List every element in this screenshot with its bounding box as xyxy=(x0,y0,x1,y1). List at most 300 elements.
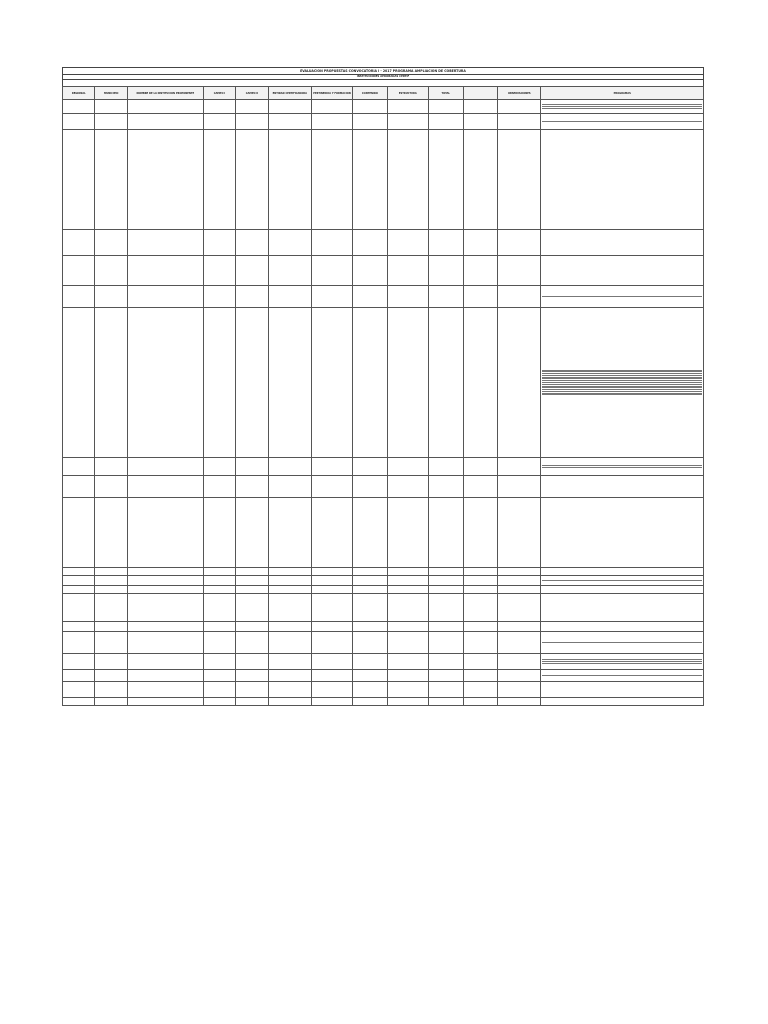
cell-programas xyxy=(541,114,704,130)
cell-municipio xyxy=(95,230,127,256)
cell-v4 xyxy=(428,622,463,632)
cell-v3 xyxy=(387,130,428,230)
cell-v2 xyxy=(353,622,388,632)
cell-municipio xyxy=(95,458,127,476)
cell-c1 xyxy=(203,458,235,476)
cell-v2 xyxy=(353,576,388,586)
cell-institucion xyxy=(127,568,203,576)
cell-obs xyxy=(498,576,541,586)
cell-v3 xyxy=(387,576,428,586)
program-item xyxy=(542,589,702,590)
cell-v2 xyxy=(353,286,388,308)
cell-entidad xyxy=(268,632,311,654)
sheet-subtitle: INSTITUCIONES APROBADAS CERTIF xyxy=(62,74,704,79)
cell-regional xyxy=(63,256,95,286)
cell-v4 xyxy=(428,576,463,586)
cell-obs xyxy=(498,256,541,286)
cell-institucion xyxy=(127,586,203,594)
cell-v5 xyxy=(463,256,498,286)
cell-obs xyxy=(498,308,541,458)
cell-municipio xyxy=(95,654,127,670)
cell-v4 xyxy=(428,476,463,498)
cell-regional xyxy=(63,476,95,498)
cell-v3 xyxy=(387,256,428,286)
col-header xyxy=(463,87,498,100)
table-row xyxy=(63,130,704,230)
cell-v4 xyxy=(428,568,463,576)
cell-obs xyxy=(498,476,541,498)
program-item xyxy=(542,532,702,533)
cell-institucion xyxy=(127,698,203,706)
cell-v3 xyxy=(387,230,428,256)
cell-programas xyxy=(541,632,704,654)
cell-regional xyxy=(63,576,95,586)
cell-obs xyxy=(498,670,541,682)
cell-institucion xyxy=(127,654,203,670)
cell-obs xyxy=(498,682,541,698)
cell-v4 xyxy=(428,100,463,114)
cell-regional xyxy=(63,682,95,698)
cell-municipio xyxy=(95,114,127,130)
table-row xyxy=(63,308,704,458)
cell-entidad xyxy=(268,498,311,568)
cell-entidad xyxy=(268,114,311,130)
cell-entidad xyxy=(268,286,311,308)
cell-institucion xyxy=(127,576,203,586)
cell-c2 xyxy=(236,586,268,594)
cell-v1 xyxy=(311,698,352,706)
cell-v5 xyxy=(463,698,498,706)
table-row xyxy=(63,576,704,586)
cell-municipio xyxy=(95,476,127,498)
cell-v5 xyxy=(463,230,498,256)
cell-c1 xyxy=(203,698,235,706)
cell-v3 xyxy=(387,286,428,308)
cell-c2 xyxy=(236,256,268,286)
cell-institucion xyxy=(127,458,203,476)
cell-v2 xyxy=(353,670,388,682)
cell-programas xyxy=(541,654,704,670)
cell-c1 xyxy=(203,308,235,458)
cell-v5 xyxy=(463,654,498,670)
cell-c2 xyxy=(236,682,268,698)
cell-municipio xyxy=(95,308,127,458)
proposals-table xyxy=(62,86,704,706)
cell-c1 xyxy=(203,256,235,286)
cell-v2 xyxy=(353,498,388,568)
cell-c2 xyxy=(236,458,268,476)
cell-municipio xyxy=(95,682,127,698)
col-header: ESTRUCTURA xyxy=(387,87,428,100)
cell-v4 xyxy=(428,670,463,682)
cell-entidad xyxy=(268,130,311,230)
cell-v5 xyxy=(463,130,498,230)
cell-regional xyxy=(63,230,95,256)
cell-v2 xyxy=(353,682,388,698)
cell-c1 xyxy=(203,130,235,230)
cell-obs xyxy=(498,230,541,256)
cell-v1 xyxy=(311,308,352,458)
cell-v1 xyxy=(311,256,352,286)
cell-programas xyxy=(541,586,704,594)
cell-c1 xyxy=(203,100,235,114)
cell-municipio xyxy=(95,568,127,576)
cell-obs xyxy=(498,632,541,654)
cell-c1 xyxy=(203,576,235,586)
cell-v5 xyxy=(463,100,498,114)
cell-programas xyxy=(541,230,704,256)
table-row xyxy=(63,586,704,594)
cell-v5 xyxy=(463,286,498,308)
cell-obs xyxy=(498,594,541,622)
cell-municipio xyxy=(95,286,127,308)
cell-c1 xyxy=(203,594,235,622)
cell-c1 xyxy=(203,230,235,256)
cell-v3 xyxy=(387,476,428,498)
program-item xyxy=(542,179,702,180)
program-item xyxy=(542,468,702,469)
cell-entidad xyxy=(268,670,311,682)
cell-v4 xyxy=(428,594,463,622)
cell-c2 xyxy=(236,230,268,256)
cell-v2 xyxy=(353,476,388,498)
cell-v1 xyxy=(311,568,352,576)
cell-regional xyxy=(63,670,95,682)
cell-v1 xyxy=(311,130,352,230)
cell-c1 xyxy=(203,114,235,130)
cell-v1 xyxy=(311,670,352,682)
cell-programas xyxy=(541,698,704,706)
cell-v5 xyxy=(463,682,498,698)
table-row xyxy=(63,286,704,308)
cell-entidad xyxy=(268,230,311,256)
table-row xyxy=(63,670,704,682)
cell-c1 xyxy=(203,286,235,308)
cell-obs xyxy=(498,568,541,576)
cell-entidad xyxy=(268,586,311,594)
table-row xyxy=(63,632,704,654)
cell-v4 xyxy=(428,130,463,230)
sheet-title: EVALUACION PROPUESTAS CONVOCATORIA I - 2017 PROGRAMA AMPLIACION DE COBERTURA xyxy=(62,67,704,74)
cell-v1 xyxy=(311,100,352,114)
cell-v2 xyxy=(353,654,388,670)
cell-c2 xyxy=(236,622,268,632)
cell-entidad xyxy=(268,476,311,498)
cell-v1 xyxy=(311,476,352,498)
cell-v1 xyxy=(311,498,352,568)
col-header: CAMPO I xyxy=(203,87,235,100)
cell-c1 xyxy=(203,682,235,698)
cell-programas xyxy=(541,622,704,632)
cell-v4 xyxy=(428,308,463,458)
cell-institucion xyxy=(127,670,203,682)
cell-v2 xyxy=(353,256,388,286)
program-item xyxy=(542,109,702,110)
cell-v3 xyxy=(387,594,428,622)
cell-c2 xyxy=(236,698,268,706)
cell-v5 xyxy=(463,568,498,576)
cell-entidad xyxy=(268,622,311,632)
cell-obs xyxy=(498,100,541,114)
program-item xyxy=(542,701,702,702)
cell-regional xyxy=(63,654,95,670)
cell-v4 xyxy=(428,230,463,256)
cell-institucion xyxy=(127,100,203,114)
program-item xyxy=(542,486,702,487)
cell-institucion xyxy=(127,114,203,130)
cell-programas xyxy=(541,458,704,476)
cell-c2 xyxy=(236,100,268,114)
table-row xyxy=(63,568,704,576)
table-row xyxy=(63,654,704,670)
cell-v1 xyxy=(311,632,352,654)
cell-municipio xyxy=(95,622,127,632)
cell-obs xyxy=(498,698,541,706)
cell-c1 xyxy=(203,568,235,576)
cell-v3 xyxy=(387,654,428,670)
table-row xyxy=(63,256,704,286)
cell-regional xyxy=(63,594,95,622)
table-row xyxy=(63,458,704,476)
cell-c2 xyxy=(236,568,268,576)
cell-entidad xyxy=(268,654,311,670)
cell-v5 xyxy=(463,622,498,632)
cell-institucion xyxy=(127,476,203,498)
cell-v1 xyxy=(311,654,352,670)
cell-v1 xyxy=(311,458,352,476)
cell-programas xyxy=(541,256,704,286)
cell-v3 xyxy=(387,682,428,698)
cell-v2 xyxy=(353,568,388,576)
cell-regional xyxy=(63,114,95,130)
cell-obs xyxy=(498,498,541,568)
cell-v4 xyxy=(428,256,463,286)
cell-c2 xyxy=(236,670,268,682)
cell-municipio xyxy=(95,576,127,586)
cell-v3 xyxy=(387,698,428,706)
cell-institucion xyxy=(127,286,203,308)
program-item xyxy=(542,122,702,123)
col-header: NOMBRE DE LA INSTITUCION PROPONENTE xyxy=(127,87,203,100)
cell-v4 xyxy=(428,286,463,308)
cell-institucion xyxy=(127,594,203,622)
cell-c1 xyxy=(203,498,235,568)
cell-municipio xyxy=(95,498,127,568)
col-header: MUNICIPIO xyxy=(95,87,127,100)
cell-institucion xyxy=(127,308,203,458)
cell-entidad xyxy=(268,568,311,576)
cell-v5 xyxy=(463,114,498,130)
cell-programas xyxy=(541,308,704,458)
col-header: PROGRAMAS xyxy=(541,87,704,100)
cell-regional xyxy=(63,458,95,476)
evaluation-sheet xyxy=(62,67,704,706)
program-item xyxy=(542,607,702,608)
cell-v5 xyxy=(463,594,498,622)
cell-c1 xyxy=(203,476,235,498)
cell-institucion xyxy=(127,230,203,256)
cell-programas xyxy=(541,576,704,586)
cell-programas xyxy=(541,682,704,698)
col-header: CONTENIDO xyxy=(353,87,388,100)
cell-municipio xyxy=(95,670,127,682)
program-item xyxy=(542,242,702,243)
cell-c2 xyxy=(236,286,268,308)
cell-entidad xyxy=(268,594,311,622)
cell-programas xyxy=(541,568,704,576)
cell-v1 xyxy=(311,230,352,256)
col-header: CAMPO II xyxy=(236,87,268,100)
table-header-row xyxy=(63,87,704,100)
cell-v5 xyxy=(463,670,498,682)
program-item xyxy=(542,581,702,582)
cell-c2 xyxy=(236,498,268,568)
cell-entidad xyxy=(268,698,311,706)
cell-entidad xyxy=(268,682,311,698)
cell-institucion xyxy=(127,130,203,230)
cell-entidad xyxy=(268,100,311,114)
program-item xyxy=(542,643,702,644)
cell-v2 xyxy=(353,698,388,706)
cell-v5 xyxy=(463,498,498,568)
cell-v1 xyxy=(311,586,352,594)
cell-regional xyxy=(63,498,95,568)
cell-v2 xyxy=(353,114,388,130)
cell-v5 xyxy=(463,632,498,654)
cell-v3 xyxy=(387,498,428,568)
col-header: TOTAL xyxy=(428,87,463,100)
program-item xyxy=(542,626,702,627)
program-item xyxy=(542,676,702,677)
cell-c1 xyxy=(203,622,235,632)
cell-programas xyxy=(541,130,704,230)
header-spacer xyxy=(62,79,704,86)
table-row xyxy=(63,682,704,698)
col-header: PERTINENCIA Y FORMACION xyxy=(311,87,352,100)
cell-regional xyxy=(63,568,95,576)
cell-v1 xyxy=(311,114,352,130)
table-body xyxy=(63,100,704,706)
cell-v2 xyxy=(353,458,388,476)
cell-obs xyxy=(498,114,541,130)
col-header: ENTIDAD CERTIFICADORA xyxy=(268,87,311,100)
cell-municipio xyxy=(95,698,127,706)
cell-v3 xyxy=(387,114,428,130)
cell-regional xyxy=(63,286,95,308)
cell-institucion xyxy=(127,622,203,632)
cell-v3 xyxy=(387,568,428,576)
col-header: OBSERVACIONES xyxy=(498,87,541,100)
cell-programas xyxy=(541,594,704,622)
cell-v1 xyxy=(311,622,352,632)
cell-v5 xyxy=(463,308,498,458)
cell-v4 xyxy=(428,114,463,130)
cell-c2 xyxy=(236,476,268,498)
cell-c1 xyxy=(203,654,235,670)
cell-obs xyxy=(498,622,541,632)
cell-v3 xyxy=(387,458,428,476)
table-row xyxy=(63,698,704,706)
cell-c1 xyxy=(203,670,235,682)
program-item xyxy=(542,395,702,396)
cell-c2 xyxy=(236,114,268,130)
program-item xyxy=(542,689,702,690)
cell-v4 xyxy=(428,586,463,594)
cell-v1 xyxy=(311,576,352,586)
cell-c1 xyxy=(203,586,235,594)
cell-v5 xyxy=(463,586,498,594)
table-row xyxy=(63,230,704,256)
program-item xyxy=(542,270,702,271)
cell-regional xyxy=(63,622,95,632)
cell-municipio xyxy=(95,586,127,594)
cell-v5 xyxy=(463,458,498,476)
table-row xyxy=(63,114,704,130)
col-header: REGIONAL xyxy=(63,87,95,100)
cell-v2 xyxy=(353,100,388,114)
cell-programas xyxy=(541,100,704,114)
program-item xyxy=(542,571,702,572)
cell-entidad xyxy=(268,576,311,586)
cell-v3 xyxy=(387,308,428,458)
cell-c2 xyxy=(236,130,268,230)
cell-municipio xyxy=(95,256,127,286)
program-item xyxy=(542,297,702,298)
cell-regional xyxy=(63,632,95,654)
cell-obs xyxy=(498,458,541,476)
table-row xyxy=(63,594,704,622)
cell-institucion xyxy=(127,256,203,286)
cell-v2 xyxy=(353,230,388,256)
cell-entidad xyxy=(268,256,311,286)
cell-institucion xyxy=(127,498,203,568)
cell-v3 xyxy=(387,632,428,654)
cell-v5 xyxy=(463,476,498,498)
cell-v3 xyxy=(387,100,428,114)
cell-municipio xyxy=(95,130,127,230)
cell-obs xyxy=(498,654,541,670)
cell-v3 xyxy=(387,670,428,682)
table-row xyxy=(63,498,704,568)
table-row xyxy=(63,100,704,114)
cell-v2 xyxy=(353,130,388,230)
cell-municipio xyxy=(95,100,127,114)
cell-v2 xyxy=(353,586,388,594)
cell-v3 xyxy=(387,622,428,632)
cell-v5 xyxy=(463,576,498,586)
cell-entidad xyxy=(268,308,311,458)
cell-regional xyxy=(63,586,95,594)
cell-v2 xyxy=(353,594,388,622)
cell-obs xyxy=(498,130,541,230)
cell-c2 xyxy=(236,308,268,458)
cell-entidad xyxy=(268,458,311,476)
cell-regional xyxy=(63,100,95,114)
cell-c2 xyxy=(236,576,268,586)
cell-programas xyxy=(541,286,704,308)
table-row xyxy=(63,476,704,498)
cell-c1 xyxy=(203,632,235,654)
cell-v4 xyxy=(428,498,463,568)
cell-v4 xyxy=(428,682,463,698)
cell-programas xyxy=(541,498,704,568)
cell-regional xyxy=(63,308,95,458)
cell-regional xyxy=(63,698,95,706)
cell-v1 xyxy=(311,594,352,622)
cell-v1 xyxy=(311,682,352,698)
cell-c2 xyxy=(236,594,268,622)
cell-regional xyxy=(63,130,95,230)
